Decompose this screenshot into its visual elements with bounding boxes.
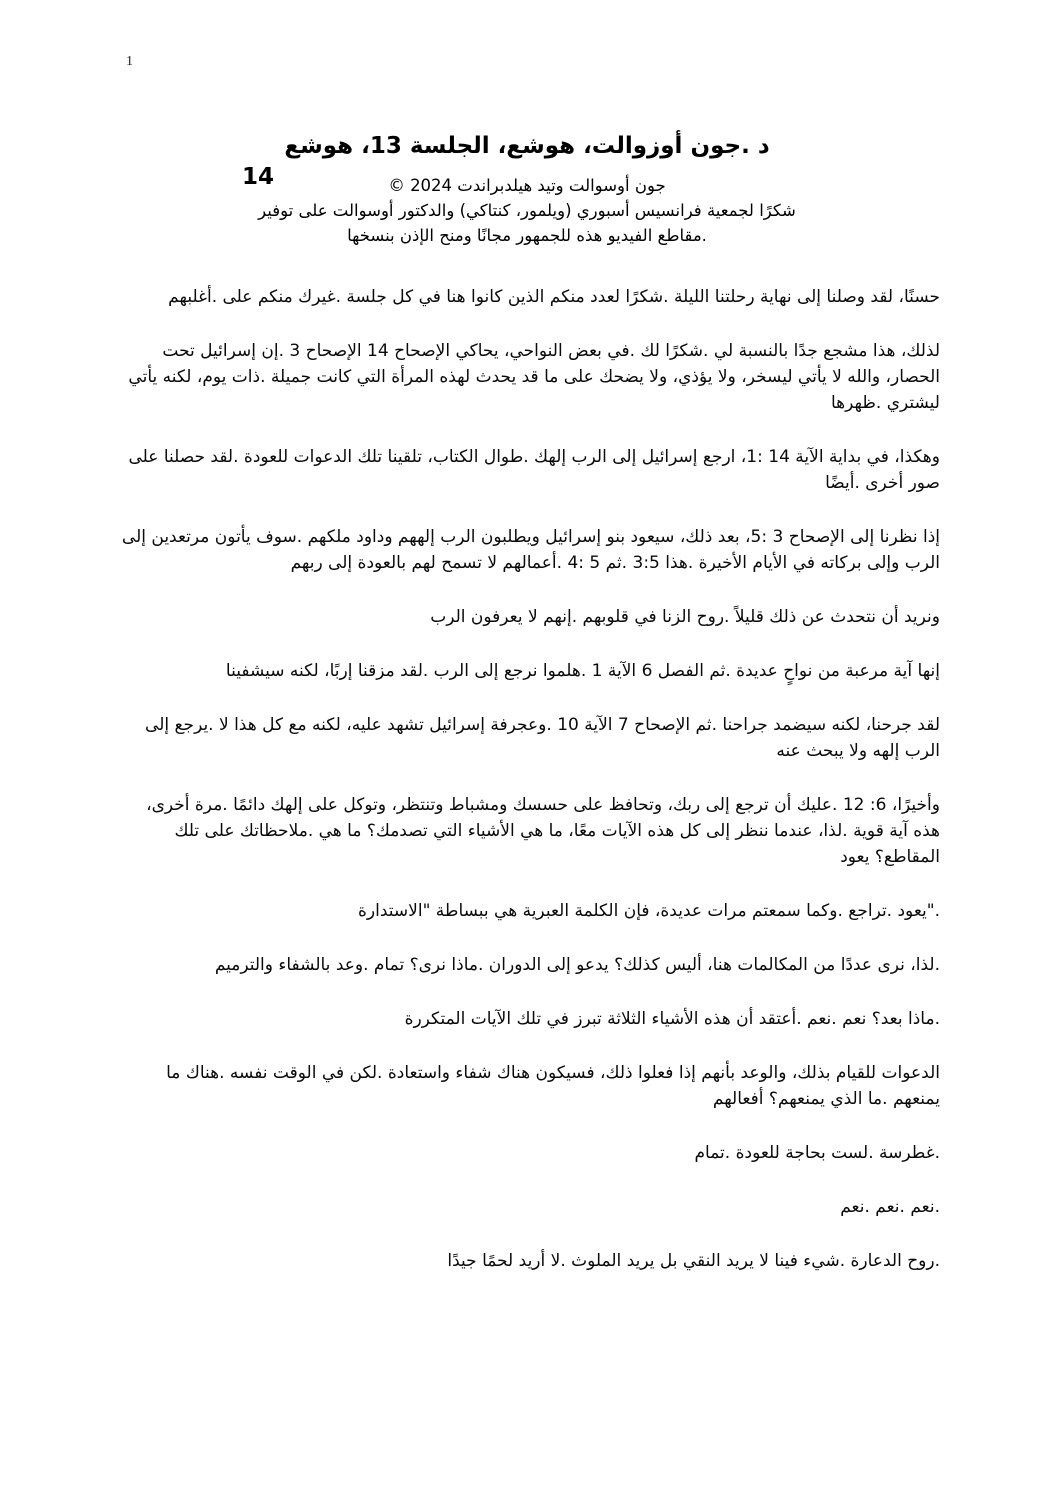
body-paragraph: ."يعود .تراجع .وكما سمعتم مرات عديدة، فإن الكلمة العبرية هي ببساطة "الاستدارة bbox=[358, 901, 940, 921]
body-paragraph: ونريد أن نتحدث عن ذلك قليلاً .روح الزنا في قلوبهم .إنهم لا يعرفون الرب bbox=[430, 607, 940, 627]
body-paragraph: لذلك، هذا مشجع جدًا بالنسبة لي .شكرًا لك .في بعض النواحي، يحاكي الإصحاح 14 الإصحاح 3 .إن إسرائيل تحت الحصار، والله لا يأتي ليسخر، ولا يؤذي، ولا يضحك على ما قد يحدث لهذه المرأة التي كانت جميلة .ذات يوم، لكنه يأتي ليشتري .ظهرها bbox=[128, 341, 940, 413]
body-paragraph: .لذا، نرى عددًا من المكالمات هنا، أليس كذلك؟ يدعو إلى الدوران .ماذا نرى؟ تمام .وعد بالشفاء والترميم bbox=[214, 955, 940, 975]
document-title-line-2: 14 bbox=[242, 164, 275, 190]
body-paragraph: .ماذا بعد؟ نعم .نعم .أعتقد أن هذه الأشياء الثلاثة تبرز في تلك الآيات المتكررة bbox=[404, 1009, 940, 1029]
attribution-line-2: .مقاطع الفيديو هذه للجمهور مجانًا ومنح الإذن بنسخها bbox=[347, 226, 707, 245]
document-title-line-1: د .جون أوزوالت، هوشع، الجلسة 13، هوشع bbox=[284, 133, 770, 159]
copyright-line: جون أوسوالت وتيد هيلدبراندت 2024 © bbox=[388, 176, 666, 195]
page-content bbox=[0, 130, 1058, 1274]
body-paragraph: وأخيرًا، 6: 12 .عليك أن ترجع إلى ربك، وتحافظ على حسسك ومشباط وتنتظر، وتوكل على إلهك دائمًا .مرة أخرى، هذه آية قوية .لذا، عندما ننظر إلى كل هذه الآيات معًا، ما هي الأشياء التي تصدمك؟ ما هي .ملاحظاتك على تلك المقاطع؟ يعود bbox=[146, 795, 940, 867]
transcript-body bbox=[114, 284, 940, 1274]
body-paragraph: حسنًا، لقد وصلنا إلى نهاية رحلتنا الليلة .شكرًا لعدد منكم الذين كانوا هنا في كل جلسة .غيرك منكم على .أغلبهم bbox=[168, 287, 940, 307]
body-paragraph: .روح الدعارة .شيء فينا لا يريد النقي بل يريد الملوث .لا أريد لحمًا جيدًا bbox=[447, 1251, 940, 1271]
body-paragraph: .غطرسة .لست بحاجة للعودة .تمام bbox=[694, 1143, 940, 1163]
body-paragraph: إنها آية مرعبة من نواحٍ عديدة .ثم الفصل 6 الآية 1 .هلموا نرجع إلى الرب .لقد مزقنا إربًا، لكنه سيشفينا bbox=[225, 661, 940, 681]
body-paragraph: لقد جرحنا، لكنه سيضمد جراحنا .ثم الإصحاح 7 الآية 10 .وعجرفة إسرائيل تشهد عليه، لكنه مع كل هذا لا .يرجع إلى الرب إلهه ولا يبحث عنه bbox=[145, 715, 940, 761]
body-paragraph: وهكذا، في بداية الآية 14 :1، ارجع إسرائيل إلى الرب إلهك .طوال الكتاب، تلقينا تلك الدعوات للعودة .لقد حصلنا على صور أخرى .أيضًا bbox=[128, 447, 940, 493]
body-paragraph: الدعوات للقيام بذلك، والوعد بأنهم إذا فعلوا ذلك، فسيكون هناك شفاء واستعادة .لكن في الوقت نفسه .هناك ما يمنعهم .ما الذي يمنعهم؟ أفعالهم bbox=[166, 1063, 940, 1109]
page-number: 1 bbox=[126, 54, 133, 69]
body-paragraph: إذا نظرنا إلى الإصحاح 3 :5، بعد ذلك، سيعود بنو إسرائيل ويطلبون الرب إلههم وداود ملكهم .سوف يأتون مرتعدين إلى الرب وإلى بركاته في الأيام الأخيرة .هذا 3:5 .ثم 5 :4 .أعمالهم لا تسمح لهم بالعودة إلى ربهم bbox=[121, 527, 940, 573]
attribution-line-1: شكرًا لجمعية فرانسيس أسبوري (ويلمور، كنتاكي) والدكتور أوسوالت على توفير bbox=[258, 201, 796, 220]
body-paragraph: .نعم .نعم .نعم bbox=[840, 1197, 940, 1217]
